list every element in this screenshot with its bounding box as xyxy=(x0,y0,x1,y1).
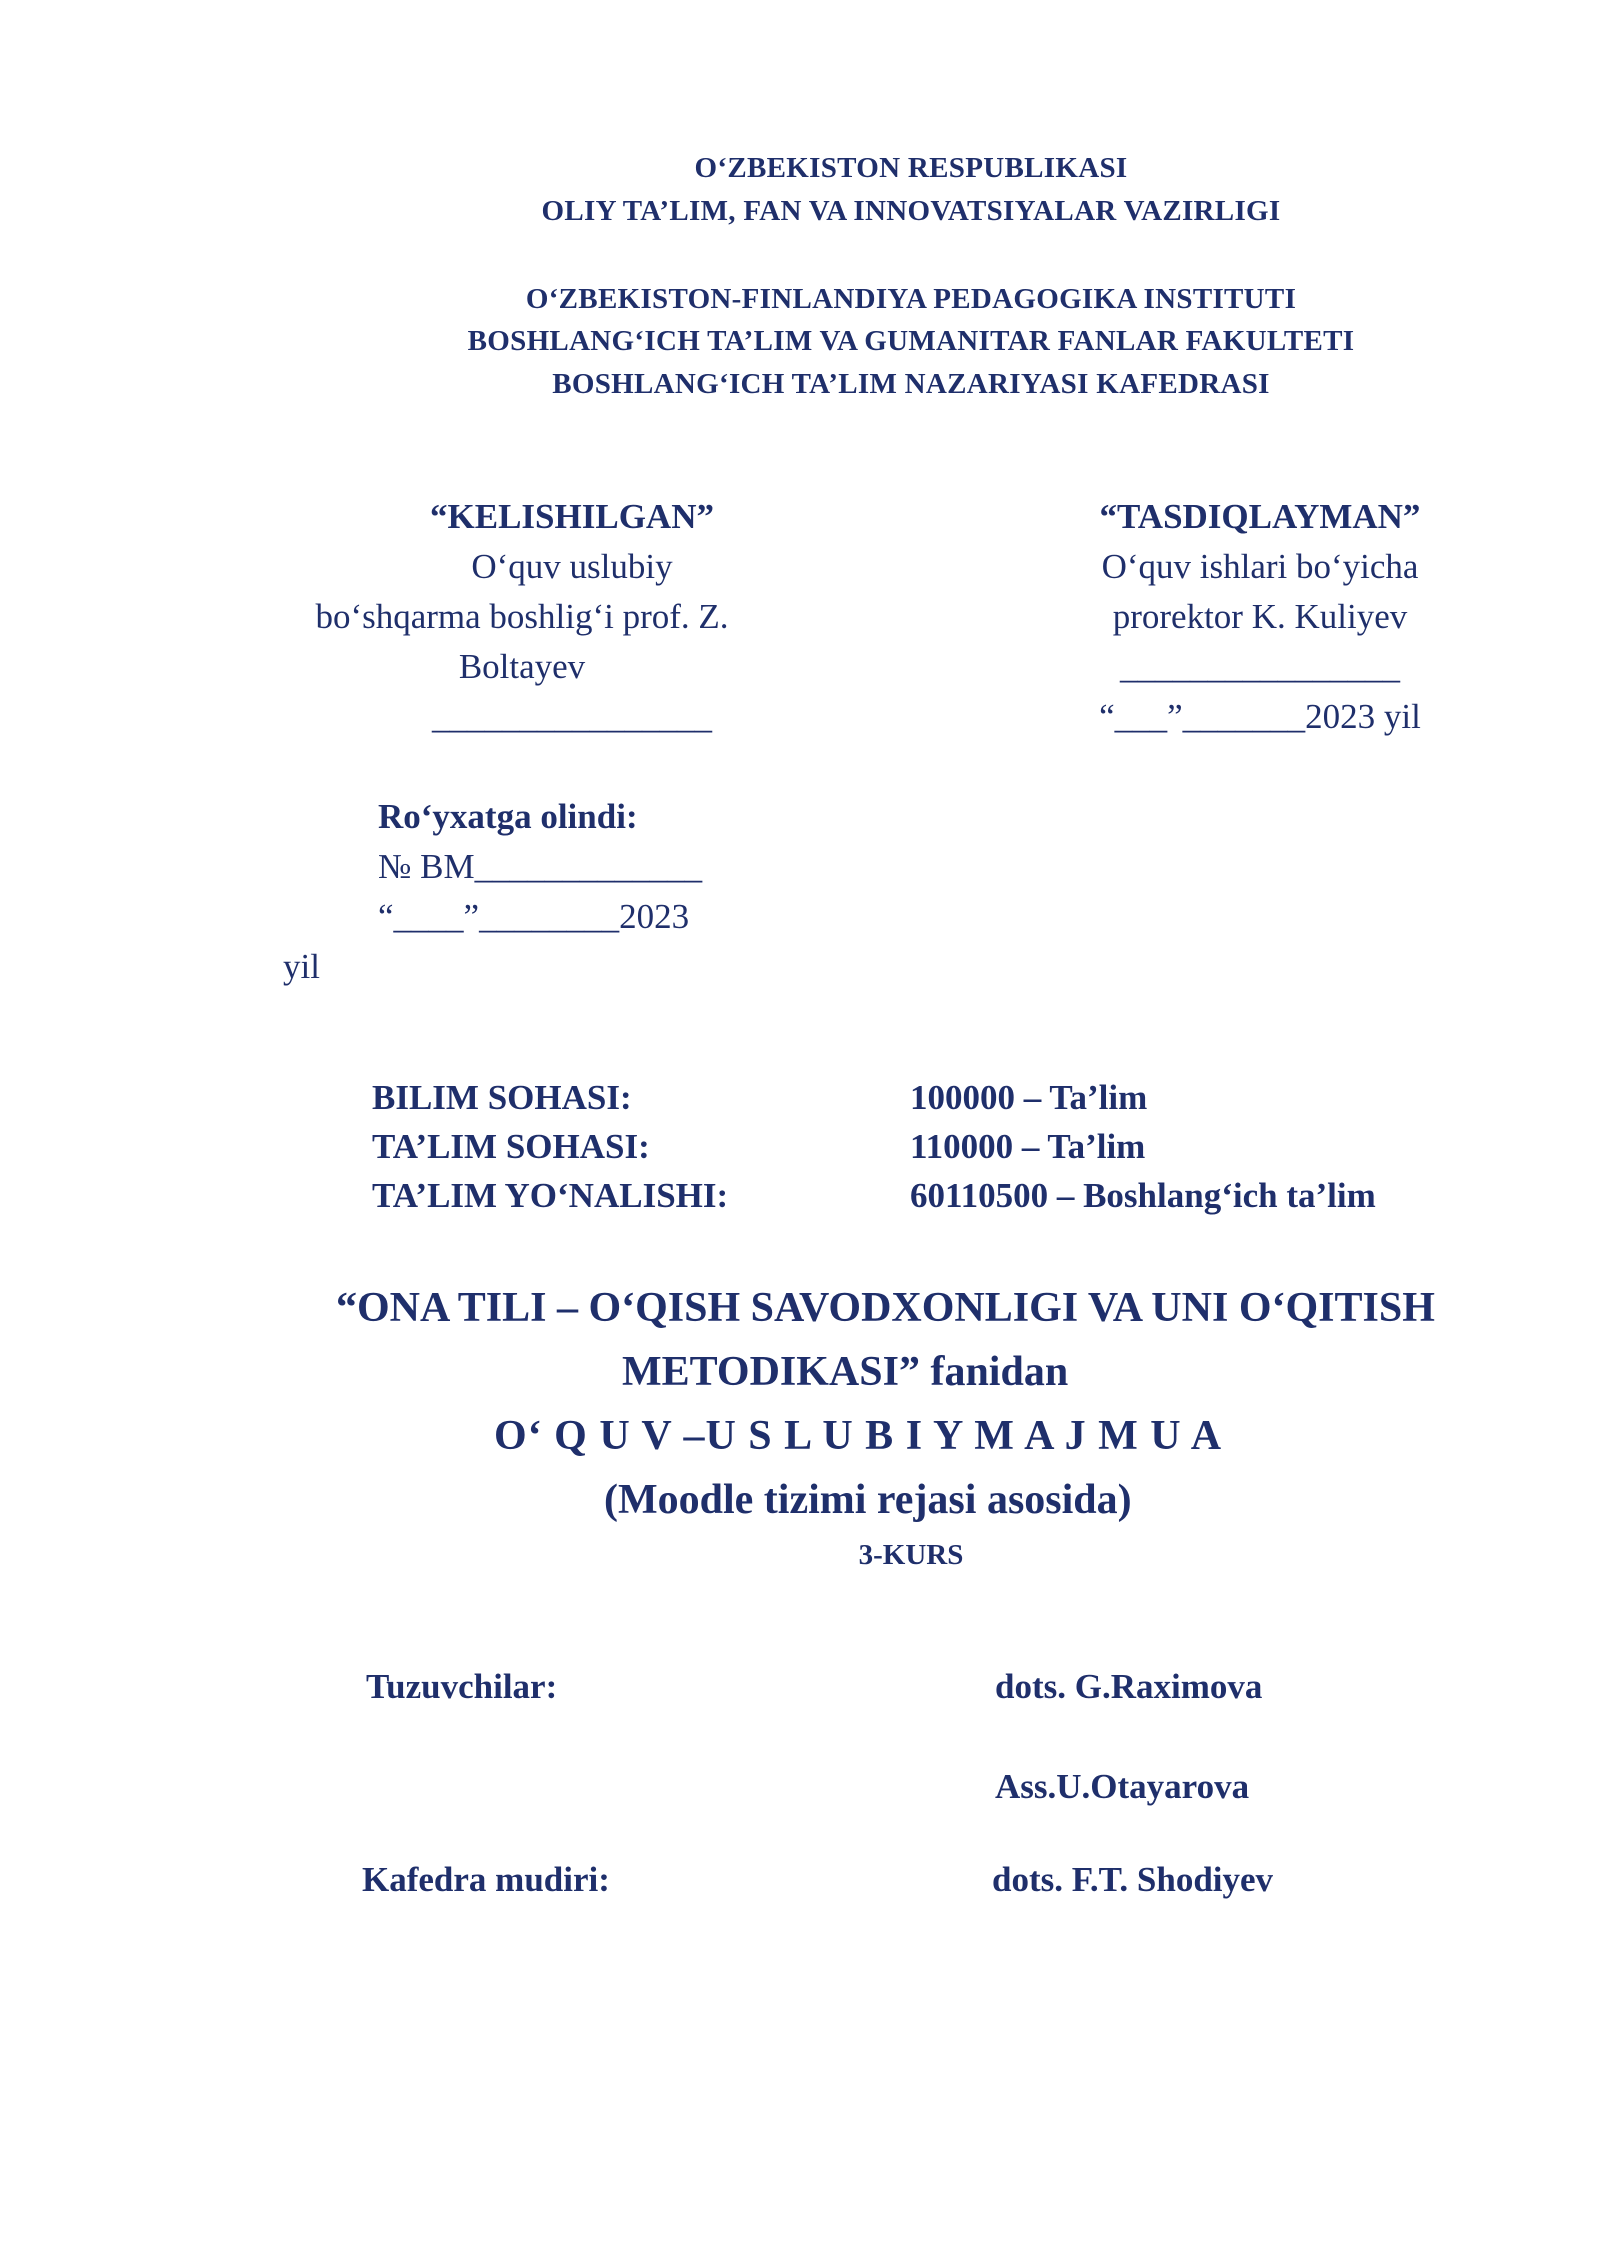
document-subtitle: (Moodle tizimi rejasi asosida) xyxy=(604,1477,1132,1523)
department-head-name: dots. F.T. Shodiyev xyxy=(992,1860,1274,1899)
approval-left-signature: ________________ xyxy=(432,697,712,736)
field-value-bilim: 100000 – Ta’lim xyxy=(910,1078,1148,1117)
document-type-title: O‘ Q U V –U S L U B I Y M A J M U A xyxy=(494,1413,1223,1459)
faculty-name: BOSHLANG‘ICH TA’LIM VA GUMANITAR FANLAR FAKULTETI xyxy=(467,325,1355,357)
registration-date: “____”________2023 xyxy=(378,897,690,936)
approval-right-line1: O‘quv ishlari bo‘yicha xyxy=(1101,547,1419,586)
approval-right-line2: prorektor K. Kuliyev xyxy=(1112,597,1408,636)
course-label: 3-KURS xyxy=(858,1539,964,1571)
compilers-label: Tuzuvchilar: xyxy=(366,1667,558,1706)
registration-number: № BM_____________ xyxy=(378,847,703,886)
approval-right-signature: ________________ xyxy=(1120,647,1400,686)
department-name: BOSHLANG‘ICH TA’LIM NAZARIYASI KAFEDRASI xyxy=(552,368,1270,400)
department-head-label: Kafedra mudiri: xyxy=(362,1860,610,1899)
field-label-yonalish: TA’LIM YO‘NALISHI: xyxy=(372,1176,729,1215)
ministry-name: OLIY TA’LIM, FAN VA INNOVATSIYALAR VAZIRLIGI xyxy=(541,195,1281,227)
registration-year-word: yil xyxy=(283,947,320,986)
approval-right-title: “TASDIQLAYMAN” xyxy=(1099,497,1421,536)
registration-title: Ro‘yxatga olindi: xyxy=(378,797,638,836)
subject-title-line1: “ONA TILI – O‘QISH SAVODXONLIGI VA UNI O‘QITISH xyxy=(336,1285,1435,1331)
field-value-yonalish: 60110500 – Boshlang‘ich ta’lim xyxy=(910,1176,1376,1215)
field-value-talim: 110000 – Ta’lim xyxy=(910,1127,1146,1166)
approval-left-line1: O‘quv uslubiy xyxy=(471,547,673,586)
institute-name: O‘ZBEKISTON-FINLANDIYA PEDAGOGIKA INSTITUTI xyxy=(525,283,1297,315)
approval-left-title: “KELISHILGAN” xyxy=(430,497,714,536)
approval-left-line3: Boltayev xyxy=(458,647,586,686)
ministry-republic: O‘ZBEKISTON RESPUBLIKASI xyxy=(694,152,1128,184)
approval-left-line2: bo‘shqarma boshlig‘i prof. Z. xyxy=(315,597,729,636)
compiler-1: dots. G.Raximova xyxy=(995,1667,1263,1706)
field-label-bilim: BILIM SOHASI: xyxy=(372,1078,632,1117)
subject-title-line2: METODIKASI” fanidan xyxy=(622,1349,1069,1395)
approval-right-date: “___”_______2023 yil xyxy=(1099,697,1421,736)
compiler-2: Ass.U.Otayarova xyxy=(995,1767,1250,1806)
field-label-talim: TA’LIM SOHASI: xyxy=(372,1127,650,1166)
